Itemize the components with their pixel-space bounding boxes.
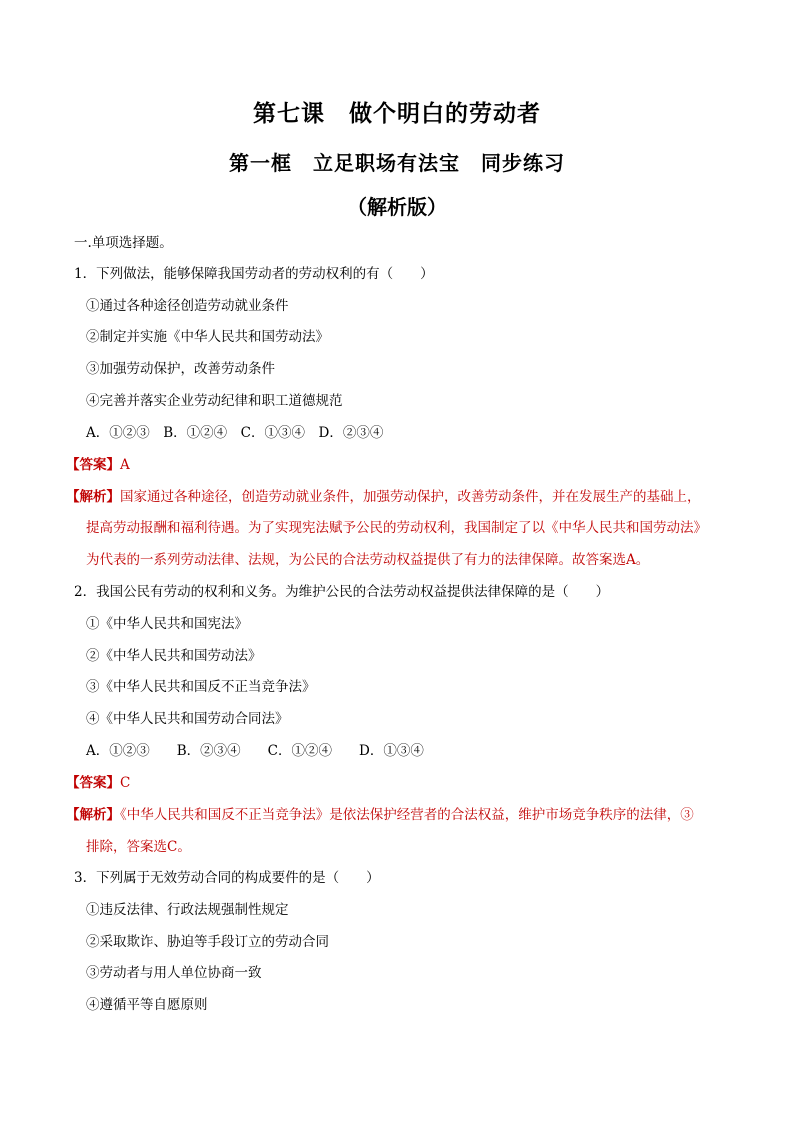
question-1-analysis xyxy=(66,488,701,506)
analysis-tag: 【解析】 xyxy=(66,489,120,505)
question-3-stem: 3．下列属于无效劳动合同的构成要件的是（ ） xyxy=(74,870,380,886)
question-3-item: ②采取欺诈、胁迫等手段订立的劳动合同 xyxy=(86,934,329,950)
question-2-answer xyxy=(66,774,130,792)
question-3-item: ④遵循平等自愿原则 xyxy=(86,997,208,1013)
question-1-stem: 1．下列做法，能够保障我国劳动者的劳动权利的有（ ） xyxy=(74,266,434,282)
question-1-analysis-line: 提高劳动报酬和福利待遇。为了实现宪法赋予公民的劳动权利，我国制定了以《中华人民共和国劳动法》 xyxy=(86,520,707,536)
question-1-analysis-line: 为代表的一系列劳动法律、法规，为公民的合法劳动权益提供了有力的法律保障。故答案选A。 xyxy=(86,552,650,568)
answer-tag: 【答案】 xyxy=(66,457,120,473)
answer-value: C xyxy=(120,775,131,791)
question-3-item: ①违反法律、行政法规强制性规定 xyxy=(86,902,289,918)
analysis-text: 《中华人民共和国反不正当竞争法》是依法保护经营者的合法权益，维护市场竞争秩序的法律，③ xyxy=(120,807,694,823)
analysis-tag: 【解析】 xyxy=(66,807,120,823)
answer-tag: 【答案】 xyxy=(66,775,120,791)
analysis-text: 国家通过各种途径，创造劳动就业条件，加强劳动保护，改善劳动条件，并在发展生产的基础上， xyxy=(120,489,701,505)
question-2-analysis xyxy=(66,806,694,824)
question-2-item: ②《中华人民共和国劳动法》 xyxy=(86,648,262,664)
question-1-item: ②制定并实施《中华人民共和国劳动法》 xyxy=(86,329,329,345)
answer-value: A xyxy=(120,457,130,473)
question-2-analysis-line: 排除，答案选C。 xyxy=(86,839,191,855)
section-heading: 一.单项选择题。 xyxy=(74,235,173,251)
question-2-item: ④《中华人民共和国劳动合同法》 xyxy=(86,711,289,727)
question-1-answer xyxy=(66,456,130,474)
question-1-item: ①通过各种途径创造劳动就业条件 xyxy=(86,298,289,314)
question-2-stem: 2．我国公民有劳动的权利和义务。为维护公民的合法劳动权益提供法律保障的是（ ） xyxy=(74,584,610,600)
question-2-item: ①《中华人民共和国宪法》 xyxy=(86,616,248,632)
version-label: （解析版） xyxy=(347,195,447,219)
lesson-title: 第七课 做个明白的劳动者 xyxy=(253,101,541,127)
question-2-item: ③《中华人民共和国反不正当竞争法》 xyxy=(86,679,316,695)
section-subtitle: 第一框 立足职场有法宝 同步练习 xyxy=(229,151,565,175)
question-1-options: A．①②③ B．①②④ C．①③④ D．②③④ xyxy=(86,425,384,441)
question-1-item: ③加强劳动保护，改善劳动条件 xyxy=(86,361,275,377)
question-3-item: ③劳动者与用人单位协商一致 xyxy=(86,965,262,981)
question-2-options: A．①②③ B．②③④ C．①②④ D．①③④ xyxy=(86,743,424,759)
question-1-item: ④完善并落实企业劳动纪律和职工道德规范 xyxy=(86,393,343,409)
